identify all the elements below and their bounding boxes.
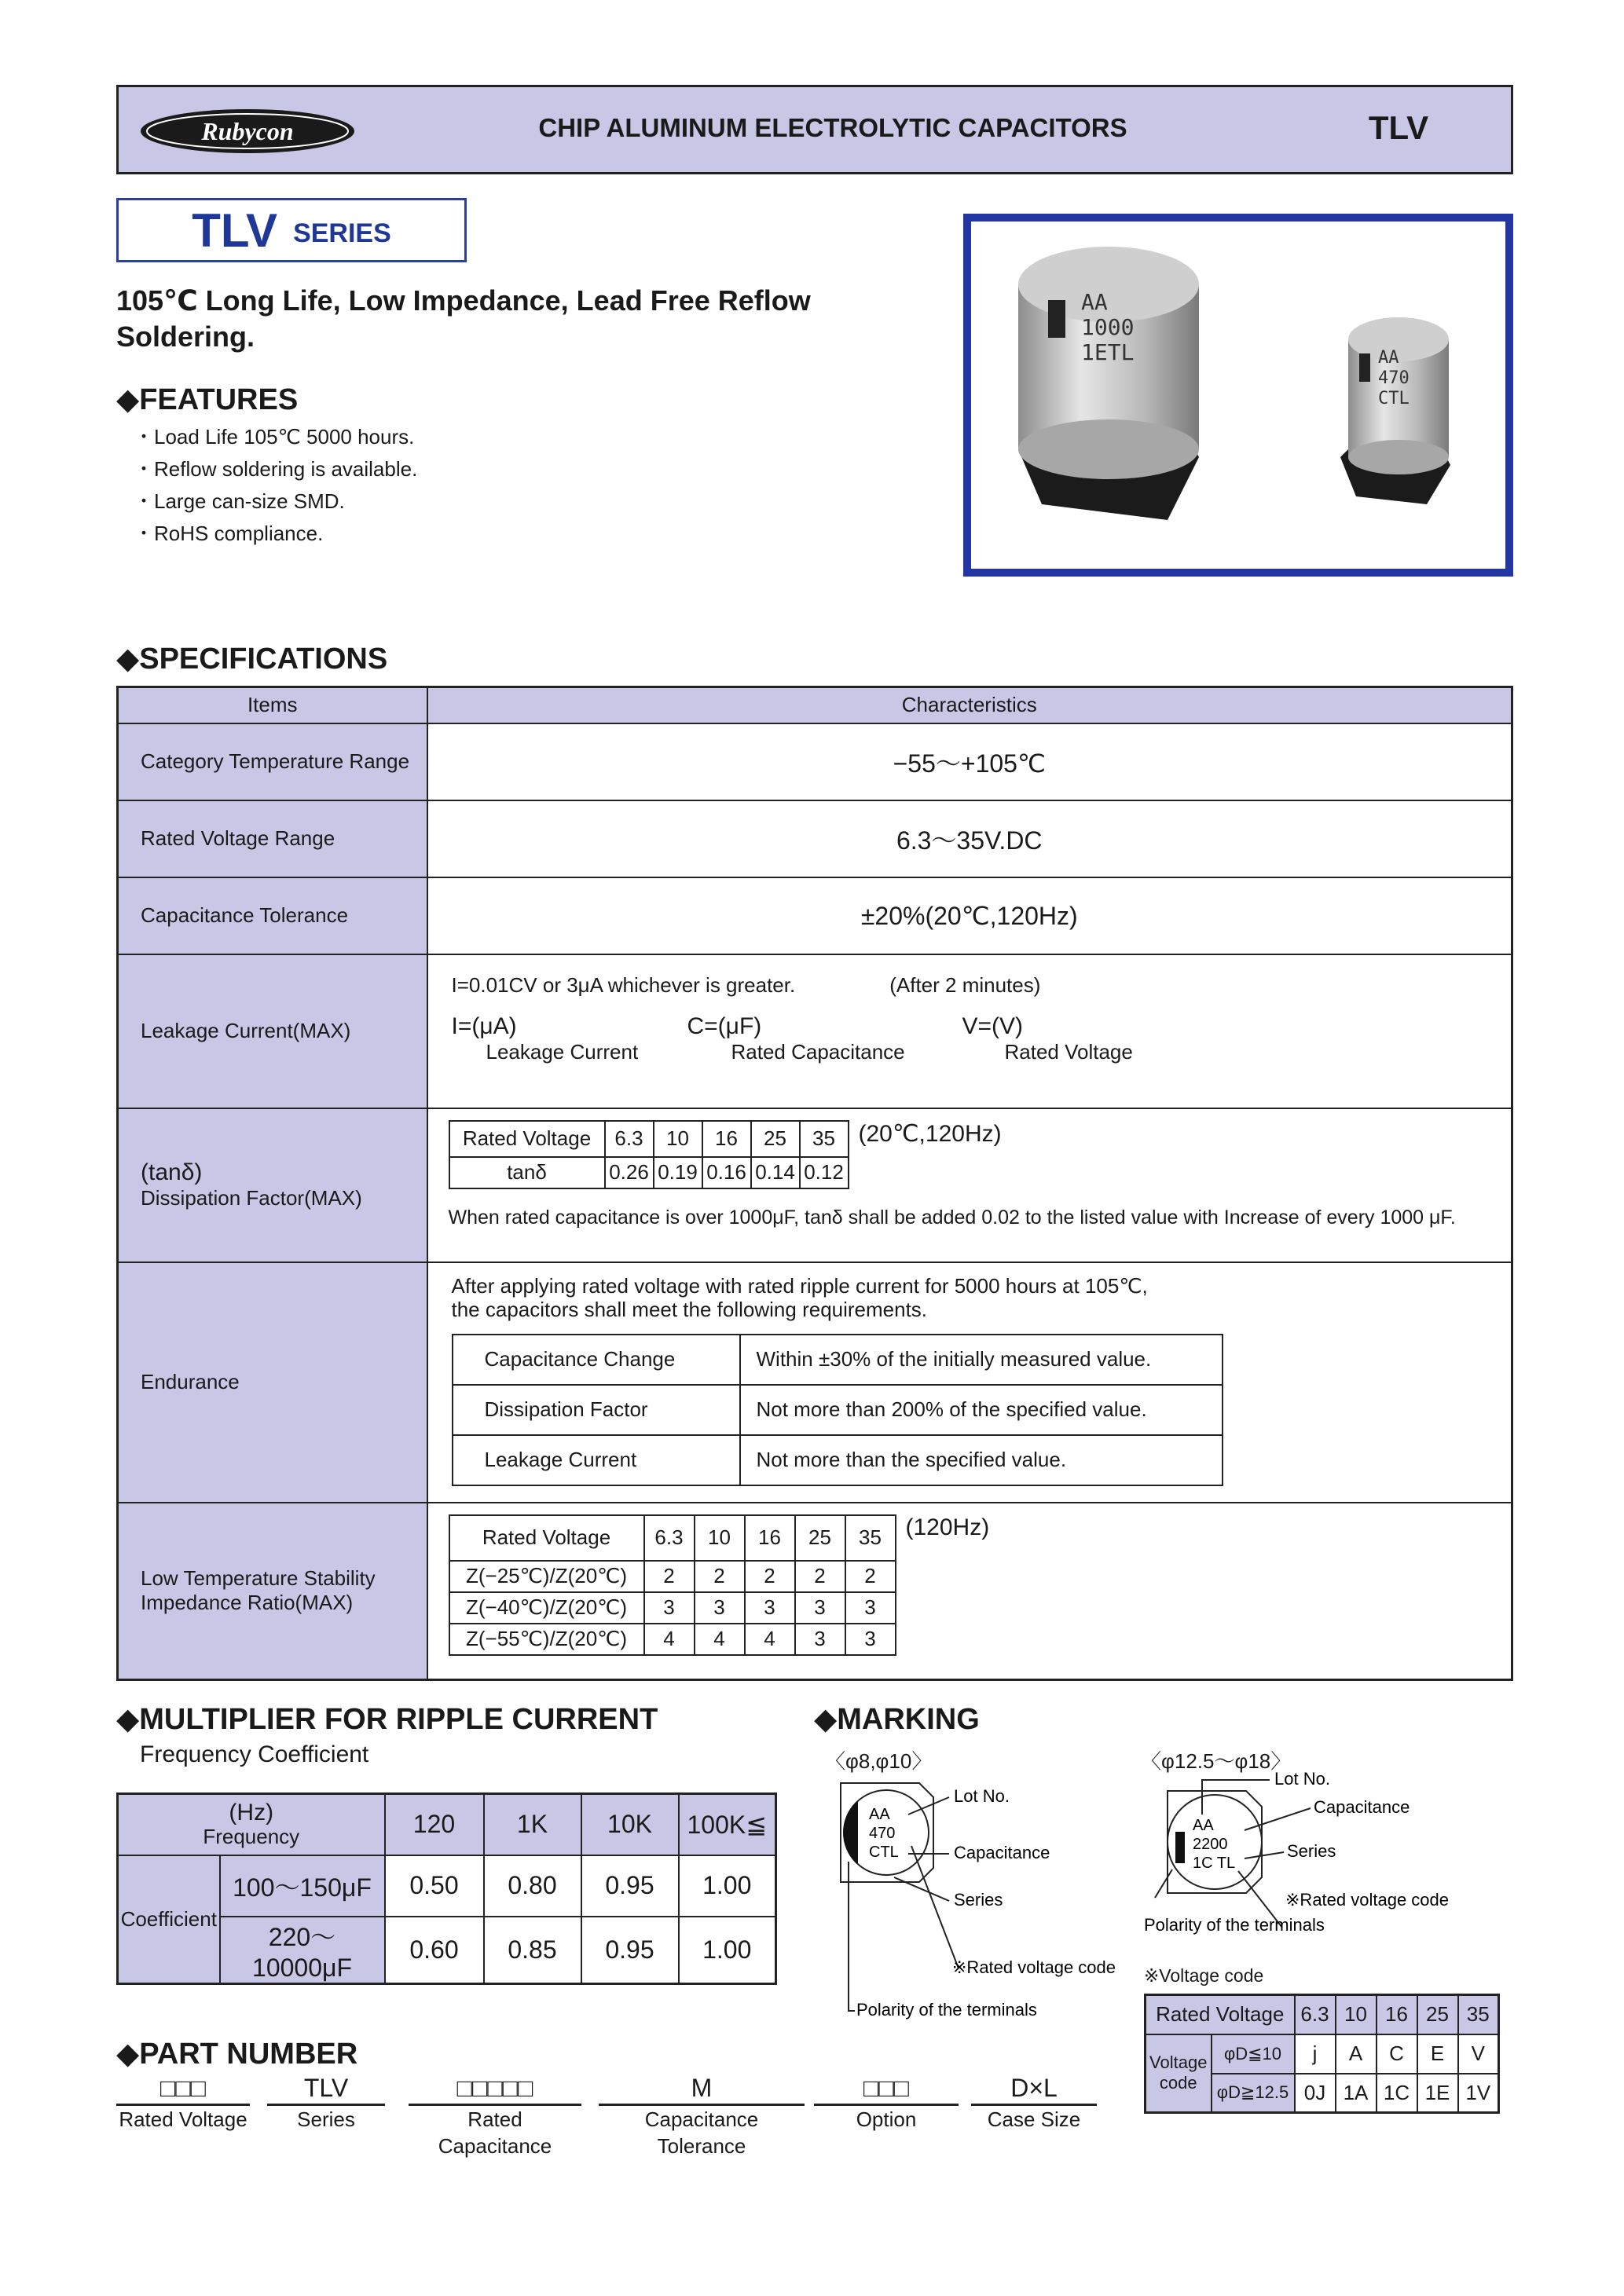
- small-cap-line-1: AA: [1378, 348, 1399, 368]
- ripple-val: 0.60: [385, 1917, 484, 1984]
- vcode-head: Rated Voltage: [1146, 1995, 1295, 2034]
- vcode-voltage: 35: [1458, 1995, 1499, 2034]
- endurance-table: [452, 1334, 1223, 1486]
- part-field-case: [971, 2072, 1097, 2133]
- ripple-freq: 100K≦: [679, 1794, 776, 1855]
- part-field-box: □□□: [814, 2072, 959, 2106]
- tan-voltage: 35: [800, 1121, 849, 1157]
- header-title: CHIP ALUMINUM ELECTROLYTIC CAPACITORS: [538, 113, 1127, 142]
- vcode-val: E: [1417, 2034, 1458, 2074]
- vcode-val: 1E: [1417, 2074, 1458, 2113]
- lowtemp-item-b: Impedance Ratio(MAX): [141, 1591, 354, 1615]
- spec-value-dissipation: [427, 1108, 1512, 1262]
- dissipation-item-b: Dissipation Factor(MAX): [141, 1186, 362, 1210]
- vcode-val: C: [1377, 2034, 1417, 2074]
- mark-small-lot: Lot No.: [954, 1786, 1010, 1806]
- part-field-option: [814, 2072, 959, 2133]
- mark-large-rv: ※Rated voltage code: [1285, 1890, 1450, 1910]
- ripple-freq: 10K: [581, 1794, 679, 1855]
- mark-small-series: Series: [954, 1890, 1003, 1910]
- specifications-title: ◆SPECIFICATIONS: [116, 643, 388, 676]
- part-field-box: M: [599, 2072, 805, 2106]
- tan-head-label: Rated Voltage: [449, 1121, 605, 1157]
- endurance-key: Capacitance Change: [453, 1335, 740, 1385]
- spec-item-tolerance: Capacitance Tolerance: [118, 877, 427, 954]
- ripple-val: 1.00: [679, 1917, 776, 1984]
- leakage-formula: I=0.01CV or 3μA whichever is greater.: [451, 972, 796, 997]
- lowtemp-val: 3: [795, 1592, 845, 1624]
- vcode-row-label: φD≦10: [1212, 2034, 1295, 2074]
- lowtemp-voltage: 6.3: [644, 1515, 695, 1561]
- mark-small-rv: ※Rated voltage code: [952, 1957, 1116, 1977]
- spec-item-endurance: Endurance: [118, 1262, 427, 1503]
- lowtemp-val: 4: [644, 1624, 695, 1655]
- small-cap-line-3: CTL: [1378, 389, 1410, 408]
- vcode-val: 0J: [1295, 2074, 1336, 2113]
- part-number-title: ◆PART NUMBER: [116, 2038, 358, 2071]
- marking-small-diagram: [833, 1775, 1147, 2027]
- part-field-caption: Rated Voltage: [119, 2107, 247, 2131]
- spec-head-items: Items: [118, 687, 427, 723]
- vcode-val: 1C: [1377, 2074, 1417, 2113]
- mark-large-pol: Polarity of the terminals: [1144, 1915, 1325, 1935]
- rubycon-logo: [138, 107, 357, 156]
- mark-large-line-2: 2200: [1193, 1836, 1228, 1853]
- part-field-box: □□□□□: [409, 2072, 581, 2106]
- mark-large-series: Series: [1287, 1841, 1336, 1861]
- ripple-range: 220～10000μF: [220, 1917, 385, 1984]
- lowtemp-row-label: Z(−25℃)/Z(20℃): [449, 1561, 644, 1592]
- lowtemp-voltage: 25: [795, 1515, 845, 1561]
- part-field-caption: Rated Capacitance: [438, 2107, 552, 2158]
- vcode-side-1: Voltage: [1149, 2052, 1208, 2073]
- spec-value-endurance: [427, 1262, 1512, 1503]
- ripple-frequency: Frequency: [203, 1824, 300, 1848]
- mark-small-pol: Polarity of the terminals: [856, 2000, 1037, 2020]
- tan-value: 0.26: [605, 1157, 654, 1188]
- lowtemp-val: 2: [845, 1561, 896, 1592]
- tan-value: 0.19: [654, 1157, 702, 1188]
- lowtemp-voltage: 10: [695, 1515, 745, 1561]
- lowtemp-val: 3: [795, 1624, 845, 1655]
- tan-note: When rated capacitance is over 1000μF, tanδ shall be added 0.02 to the listed value with Increase of every 1000 μF.: [448, 1206, 1456, 1229]
- series-box: [116, 198, 467, 262]
- spec-value-lowtemp: [427, 1503, 1512, 1680]
- ripple-val: 0.50: [385, 1855, 484, 1917]
- endurance-val: Within ±30% of the initially measured value.: [740, 1335, 1223, 1385]
- series-code: TLV: [192, 203, 278, 257]
- large-cap-line-3: 1ETL: [1081, 339, 1135, 365]
- ripple-val: 0.80: [484, 1855, 581, 1917]
- spec-value-leakage: [427, 954, 1512, 1108]
- specifications-table: [116, 686, 1513, 1681]
- capacitor-illustration: [971, 222, 1505, 569]
- ripple-val: 0.95: [581, 1917, 679, 1984]
- ripple-title: ◆MULTIPLIER FOR RIPPLE CURRENT: [116, 1703, 658, 1736]
- endurance-val: Not more than 200% of the specified value.: [740, 1385, 1223, 1435]
- mark-large-cap: Capacitance: [1314, 1797, 1410, 1817]
- ripple-freq: 1K: [484, 1794, 581, 1855]
- leakage-var-v: V=(V): [962, 1013, 1024, 1039]
- vcode-val: j: [1295, 2034, 1336, 2074]
- tan-value: 0.12: [800, 1157, 849, 1188]
- vcode-voltage: 6.3: [1295, 1995, 1336, 2034]
- spec-item-dissipation: [118, 1108, 427, 1262]
- vcode-voltage: 25: [1417, 1995, 1458, 2034]
- part-field-tolerance: [599, 2072, 805, 2159]
- tagline: [116, 283, 902, 355]
- lowtemp-val: 4: [695, 1624, 745, 1655]
- vcode-val: V: [1458, 2034, 1499, 2074]
- spec-item-temp: Category Temperature Range: [118, 723, 427, 800]
- small-cap-line-2: 470: [1378, 368, 1410, 388]
- spec-value-temp: −55～+105℃: [427, 723, 1512, 800]
- leakage-var-c: C=(μF): [687, 1013, 762, 1039]
- vcode-val: 1A: [1336, 2074, 1377, 2113]
- mark-large-line-1: AA: [1193, 1817, 1214, 1834]
- part-field-caption: Capacitance Tolerance: [644, 2107, 759, 2158]
- lowtemp-condition: (120Hz): [905, 1514, 990, 1540]
- ripple-table: [116, 1792, 777, 1985]
- tagline-line-1: 105℃ Long Life, Low Impedance, Lead Free Reflow: [116, 284, 811, 317]
- leakage-var-i: I=(μA): [451, 1013, 517, 1039]
- tan-value: 0.14: [751, 1157, 800, 1188]
- tan-table: [449, 1120, 849, 1189]
- features-title: ◆FEATURES: [116, 383, 299, 416]
- leakage-var-v-desc: Rated Voltage: [1004, 1039, 1133, 1064]
- large-capacitor: [1018, 247, 1199, 520]
- lowtemp-val: 3: [845, 1592, 896, 1624]
- large-cap-line-1: AA: [1081, 289, 1108, 315]
- spec-head-characteristics: Characteristics: [427, 687, 1512, 723]
- marking-title: ◆MARKING: [814, 1703, 980, 1736]
- ripple-range: 100～150μF: [220, 1855, 385, 1917]
- vcode-row-label: φD≧12.5: [1212, 2074, 1295, 2113]
- vcode-val: 1V: [1458, 2074, 1499, 2113]
- ripple-freq-head: [118, 1794, 385, 1855]
- vcode-side-2: code: [1159, 2073, 1197, 2093]
- lowtemp-table: [449, 1514, 896, 1656]
- tan-voltage: 10: [654, 1121, 702, 1157]
- leakage-var-i-desc: Leakage Current: [486, 1039, 639, 1064]
- ripple-subtitle: Frequency Coefficient: [140, 1741, 369, 1767]
- part-field-caption: Option: [856, 2107, 917, 2131]
- lowtemp-val: 3: [845, 1624, 896, 1655]
- spec-value-voltage: 6.3～35V.DC: [427, 800, 1512, 877]
- endurance-line-2: the capacitors shall meet the following requirements.: [451, 1297, 928, 1321]
- endurance-key: Leakage Current: [453, 1435, 740, 1485]
- spec-item-voltage: Rated Voltage Range: [118, 800, 427, 877]
- large-cap-line-2: 1000: [1081, 314, 1135, 340]
- feature-item: ・ RoHS compliance.: [134, 518, 417, 550]
- lowtemp-row-label: Z(−40℃)/Z(20℃): [449, 1592, 644, 1624]
- tan-value: 0.16: [702, 1157, 751, 1188]
- lowtemp-voltage: 35: [845, 1515, 896, 1561]
- endurance-key: Dissipation Factor: [453, 1385, 740, 1435]
- ripple-val: 0.95: [581, 1855, 679, 1917]
- ripple-coefficient: Coefficient: [118, 1855, 220, 1984]
- part-field-caption: Series: [297, 2107, 355, 2131]
- logo-text: Rubycon: [201, 117, 294, 145]
- mark-small-line-3: CTL: [869, 1844, 899, 1861]
- vcode-title: ※Voltage code: [1144, 1965, 1264, 1986]
- ripple-hz: (Hz): [229, 1799, 274, 1825]
- product-photo: [963, 214, 1513, 577]
- marking-small-size: 〈φ8,φ10〉: [825, 1749, 933, 1773]
- leakage-after: (After 2 minutes): [889, 972, 1041, 997]
- feature-item: ・ Large can-size SMD.: [134, 485, 417, 518]
- header-code: TLV: [1368, 109, 1429, 146]
- ripple-val: 0.85: [484, 1917, 581, 1984]
- tan-voltage: 16: [702, 1121, 751, 1157]
- lowtemp-item-a: Low Temperature Stability: [141, 1566, 376, 1591]
- feature-item: ・ Load Life 105℃ 5000 hours.: [134, 421, 417, 453]
- mark-small-line-1: AA: [869, 1806, 890, 1823]
- tan-condition: (20℃,120Hz): [858, 1120, 1002, 1147]
- spec-item-leakage: Leakage Current(MAX): [118, 954, 427, 1108]
- marking-large-diagram: [1144, 1767, 1521, 1964]
- lowtemp-val: 3: [695, 1592, 745, 1624]
- vcode-side: [1146, 2034, 1212, 2113]
- spec-item-lowtemp: [118, 1503, 427, 1680]
- vcode-voltage: 16: [1377, 1995, 1417, 2034]
- leakage-var-c-desc: Rated Capacitance: [731, 1039, 905, 1064]
- vcode-val: A: [1336, 2034, 1377, 2074]
- voltage-code-table: [1144, 1994, 1500, 2114]
- part-field-caption: Case Size: [987, 2107, 1081, 2131]
- lowtemp-head: Rated Voltage: [449, 1515, 644, 1561]
- lowtemp-val: 2: [695, 1561, 745, 1592]
- part-field-box: D×L: [971, 2072, 1097, 2106]
- mark-large-line-3: 1C TL: [1193, 1855, 1236, 1872]
- part-field-series: [267, 2072, 385, 2133]
- lowtemp-voltage: 16: [745, 1515, 795, 1561]
- part-field-capacitance: [409, 2072, 581, 2159]
- ripple-freq: 120: [385, 1794, 484, 1855]
- feature-item: ・ Reflow soldering is available.: [134, 453, 417, 485]
- marking-large-size: 〈φ12.5～φ18〉: [1141, 1749, 1292, 1773]
- mark-small-line-2: 470: [869, 1825, 896, 1842]
- lowtemp-val: 3: [644, 1592, 695, 1624]
- mark-large-lot: Lot No.: [1274, 1769, 1330, 1789]
- ripple-val: 1.00: [679, 1855, 776, 1917]
- lowtemp-val: 2: [745, 1561, 795, 1592]
- series-word: SERIES: [293, 218, 391, 248]
- lowtemp-val: 2: [795, 1561, 845, 1592]
- tan-row-label: tanδ: [449, 1157, 605, 1188]
- features-list: [134, 421, 417, 550]
- endurance-line-1: After applying rated voltage with rated ripple current for 5000 hours at 105℃,: [451, 1273, 1148, 1298]
- lowtemp-val: 3: [745, 1592, 795, 1624]
- endurance-val: Not more than the specified value.: [740, 1435, 1223, 1485]
- mark-small-cap: Capacitance: [954, 1843, 1050, 1862]
- tan-voltage: 6.3: [605, 1121, 654, 1157]
- spec-value-tolerance: ±20%(20℃,120Hz): [427, 877, 1512, 954]
- dissipation-item-a: (tanδ): [141, 1159, 203, 1185]
- lowtemp-val: 4: [745, 1624, 795, 1655]
- lowtemp-val: 2: [644, 1561, 695, 1592]
- part-field-voltage: [116, 2072, 250, 2133]
- part-field-box: TLV: [267, 2072, 385, 2106]
- part-field-box: □□□: [116, 2072, 250, 2106]
- tagline-line-2: Soldering.: [116, 320, 255, 353]
- lowtemp-row-label: Z(−55℃)/Z(20℃): [449, 1624, 644, 1655]
- vcode-voltage: 10: [1336, 1995, 1377, 2034]
- tan-voltage: 25: [751, 1121, 800, 1157]
- small-capacitor: [1340, 317, 1450, 504]
